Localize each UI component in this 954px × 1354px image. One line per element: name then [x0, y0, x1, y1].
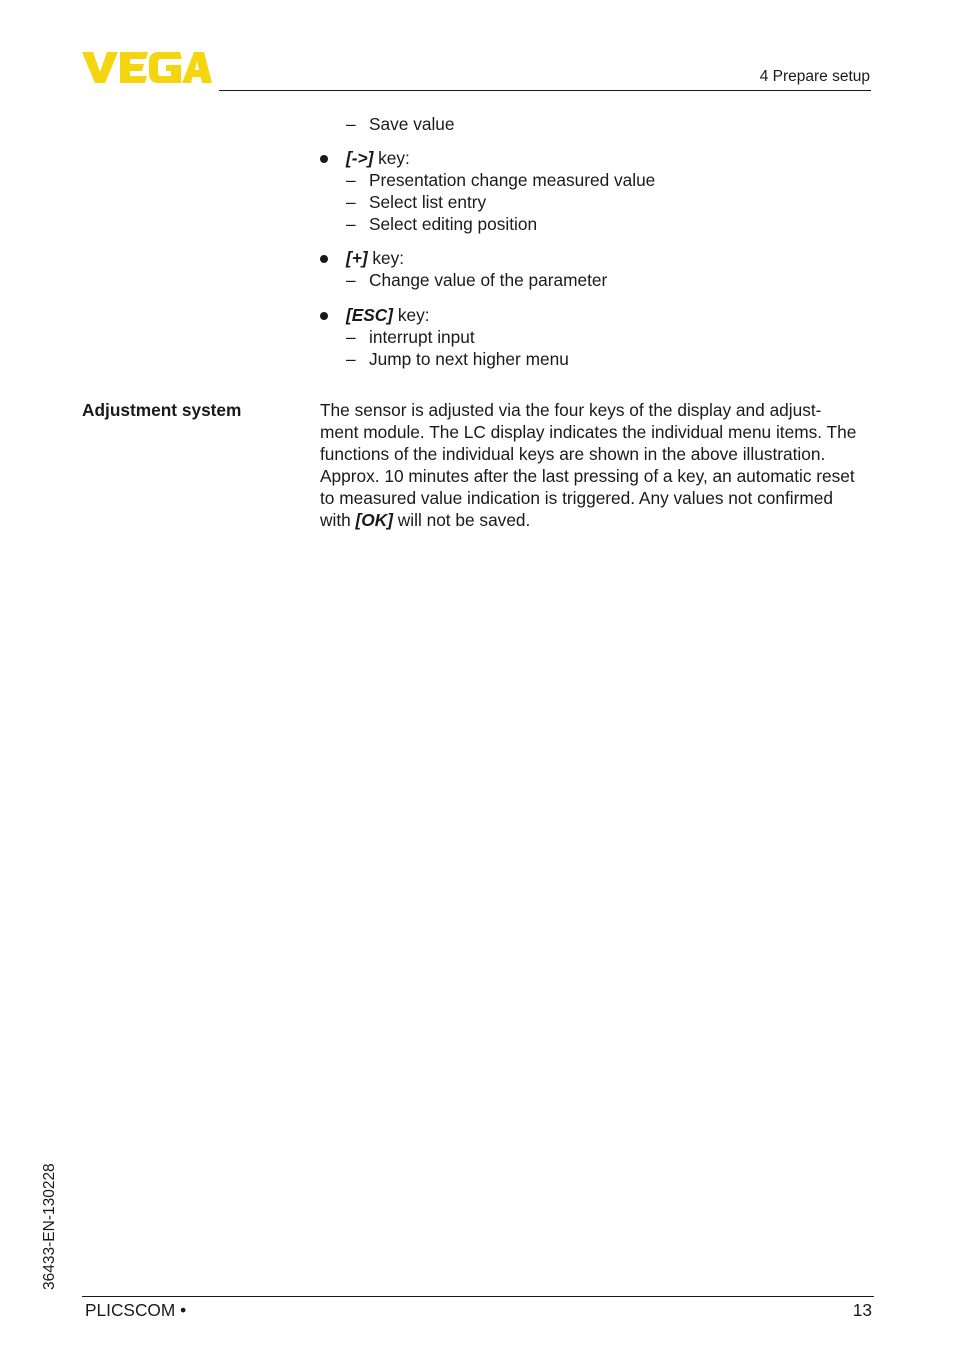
ok-key: [OK]: [355, 510, 393, 530]
key-name: [->]: [346, 148, 374, 168]
bullet-key-arrow: [320, 147, 880, 169]
list-item: – Presentation change measured value: [346, 170, 656, 190]
key-suffix: key:: [373, 148, 410, 168]
paragraph-line: with [OK] will not be saved.: [320, 510, 531, 530]
bullet-icon: [320, 312, 328, 320]
header-divider: [219, 90, 871, 91]
list-item-text: Jump to next higher menu: [369, 349, 569, 369]
list-item-text: Save value: [369, 114, 455, 134]
bullet-key-esc: [320, 304, 880, 326]
footer-divider: [82, 1296, 874, 1297]
bullet-icon: [320, 255, 328, 263]
list-item-text: Presentation change measured value: [369, 170, 656, 190]
paragraph-line: The sensor is adjusted via the four keys of the display and adjust-: [320, 400, 822, 420]
list-item: – interrupt input: [346, 327, 475, 347]
key-function-list: [320, 113, 880, 370]
list-item: – Select list entry: [346, 192, 487, 212]
list-item: – Save value: [346, 114, 455, 134]
bullet-icon: [320, 155, 328, 163]
document-id: 36433-EN-130228: [41, 1163, 58, 1290]
logo-text: VEGA: [82, 50, 85, 51]
key-suffix: key:: [367, 248, 405, 268]
list-item-text: Select editing position: [369, 214, 538, 234]
list-item: – Change value of the parameter: [346, 270, 608, 290]
paragraph-line: Approx. 10 minutes after the last pressing of a key, an automatic reset: [320, 466, 855, 486]
key-suffix: key:: [393, 305, 430, 325]
list-item-text: Select list entry: [369, 192, 487, 212]
paragraph-line: functions of the individual keys are shown in the above illustration.: [320, 444, 826, 464]
key-name: [ESC]: [346, 305, 394, 325]
adjustment-system-paragraph: [320, 399, 876, 531]
list-item: – Select editing position: [346, 214, 538, 234]
list-item-text: interrupt input: [369, 327, 475, 347]
key-name: [+]: [346, 248, 368, 268]
section-title: 4 Prepare setup: [759, 68, 870, 85]
bullet-key-plus: [320, 247, 880, 269]
list-item-text: Change value of the parameter: [369, 270, 608, 290]
list-item: – Jump to next higher menu: [346, 349, 569, 369]
paragraph-line: ment module. The LC display indicates the individual menu items. The: [320, 422, 857, 442]
vega-logo: [82, 50, 212, 84]
paragraph-line: to measured value indication is triggered. Any values not confirmed: [320, 488, 833, 508]
page-number: 13: [852, 1300, 872, 1320]
footer-product: PLICSCOM •: [85, 1300, 187, 1320]
adjustment-system-label: Adjustment system: [82, 400, 242, 420]
